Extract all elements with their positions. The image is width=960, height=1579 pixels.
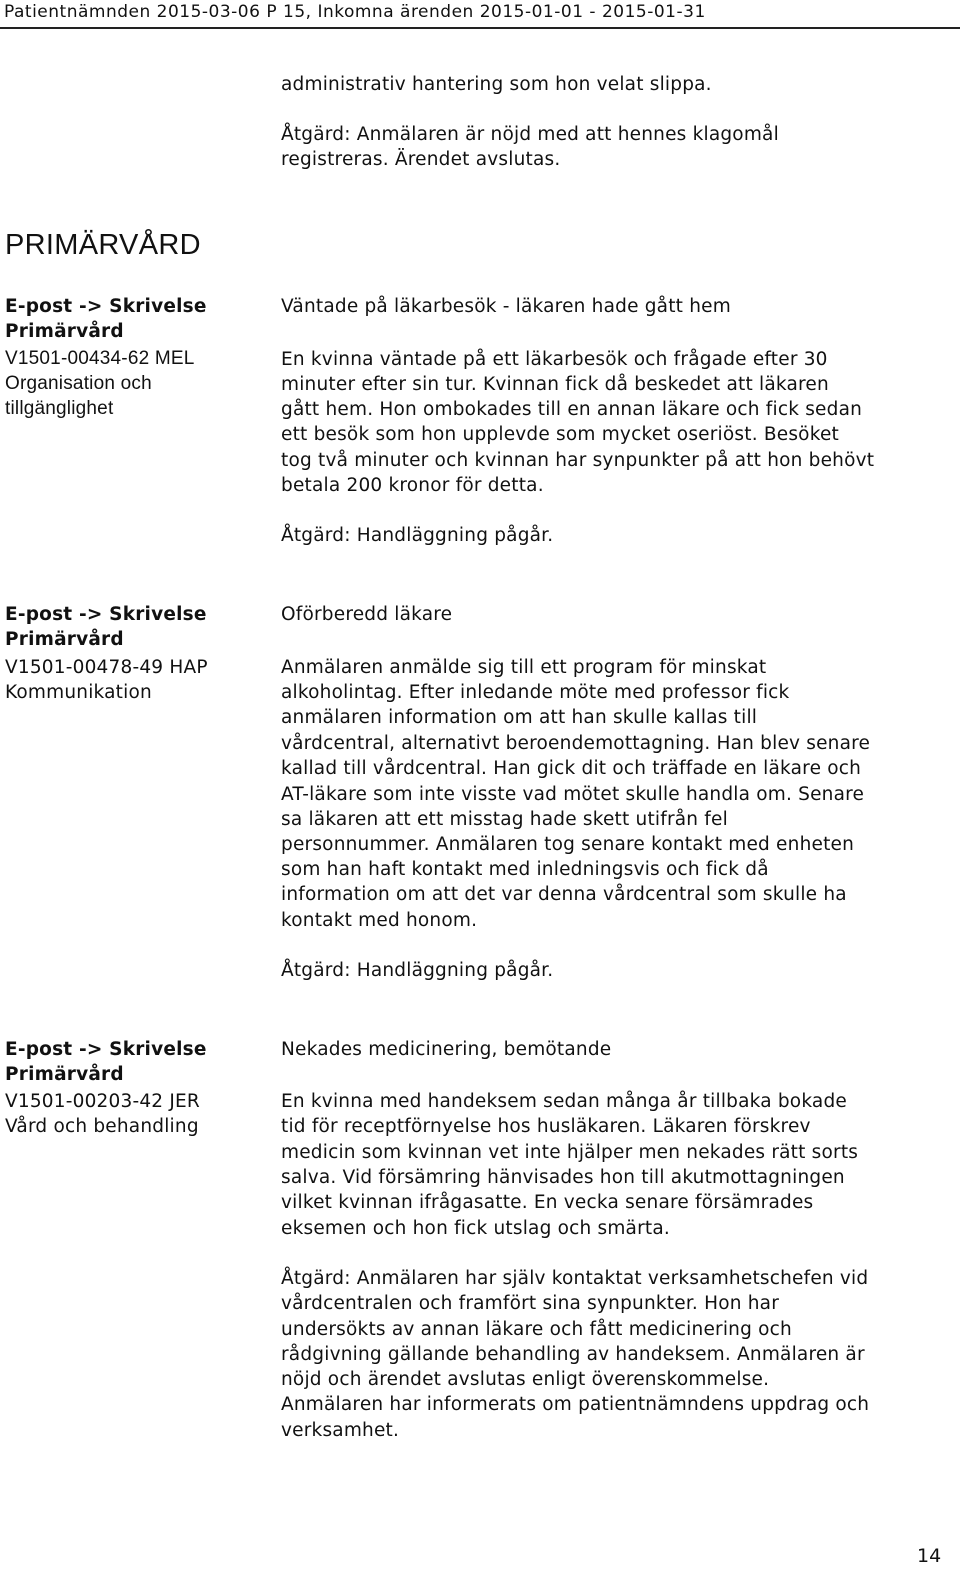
case-body-line: betala 200 kronor för detta. — [281, 475, 544, 496]
case-body-line: minuter efter sin tur. Kvinnan fick då beskedet att läkaren — [281, 374, 829, 395]
intro-line: registreras. Ärendet avslutas. — [281, 149, 561, 170]
case-area: Primärvård — [5, 1064, 124, 1085]
case-heading: Väntade på läkarbesök - läkaren hade gått hem — [281, 296, 731, 317]
section-title: PRIMÄRVÅRD — [5, 229, 201, 261]
case-body-line: kontakt med honom. — [281, 910, 478, 931]
case-action-line: rådgivning gällande behandling av handeksem. Anmälaren är — [281, 1344, 865, 1365]
case-heading: Oförberedd läkare — [281, 604, 453, 625]
case-heading: Nekades medicinering, bemötande — [281, 1039, 612, 1060]
case-body-line: ett besök som hon upplevde som mycket oseriöst. Besöket — [281, 424, 839, 445]
case-id: V1501-00203-42 JER — [5, 1091, 200, 1112]
case-action-line: undersökts av annan läkare och fått medicinering och — [281, 1319, 792, 1340]
case-action-line: Åtgärd: Anmälaren har själv kontaktat verksamhetschefen vid — [281, 1268, 869, 1289]
case-body-line: En kvinna med handeksem sedan många år tillbaka bokade — [281, 1091, 847, 1112]
case-channel: E-post -> Skrivelse — [5, 1039, 207, 1060]
case-body-line: tog två minuter och kvinnan har synpunkter på att hon behövt — [281, 450, 875, 471]
case-body-line: eksemen och hon fick utslag och smärta. — [281, 1218, 670, 1239]
case-area: Primärvård — [5, 629, 124, 650]
case-body-line: kallad till vårdcentral. Han gick dit och träffade en läkare och — [281, 758, 862, 779]
case-id: V1501-00434-62 MEL — [5, 348, 195, 369]
case-body-line: Anmälaren anmälde sig till ett program för minskat — [281, 657, 767, 678]
case-action-line: verksamhet. — [281, 1420, 400, 1441]
case-channel: E-post -> Skrivelse — [5, 296, 207, 317]
case-action-line: Åtgärd: Handläggning pågår. — [281, 960, 554, 981]
case-action-line: nöjd och ärendet avslutas enligt överenskommelse. — [281, 1369, 770, 1390]
header-title: Patientnämnden 2015-03-06 P 15, Inkomna ärenden 2015-01-01 - 2015-01-31 — [4, 2, 706, 22]
case-body-line: En kvinna väntade på ett läkarbesök och frågade efter 30 — [281, 349, 828, 370]
case-action-line: vårdcentralen och framfört sina synpunkter. Hon har — [281, 1293, 780, 1314]
case-body-line: alkoholintag. Efter inledande möte med professor fick — [281, 682, 790, 703]
header-divider — [0, 27, 960, 29]
case-category: tillgänglighet — [5, 398, 114, 419]
intro-line: Åtgärd: Anmälaren är nöjd med att hennes klagomål — [281, 124, 779, 145]
case-body-line: vilket kvinnan ifrågasatte. En vecka senare försämrades — [281, 1192, 814, 1213]
case-id: V1501-00478-49 HAP — [5, 657, 208, 678]
case-channel: E-post -> Skrivelse — [5, 604, 207, 625]
intro-line: administrativ hantering som hon velat slippa. — [281, 74, 712, 95]
case-body-line: medicin som kvinnan vet inte hjälper men nekades rätt sorts — [281, 1142, 859, 1163]
case-body-line: gått hem. Hon ombokades till en annan läkare och fick sedan — [281, 399, 863, 420]
page-number: 14 — [917, 1545, 942, 1567]
case-category: Vård och behandling — [5, 1116, 199, 1137]
case-body-line: vårdcentral, alternativt beroendemottagning. Han blev senare — [281, 733, 871, 754]
case-body-line: anmälaren information om att han skulle kallas till — [281, 707, 758, 728]
case-action-line: Åtgärd: Handläggning pågår. — [281, 525, 554, 546]
case-category: Organisation och — [5, 373, 152, 394]
case-body-line: AT-läkare som inte visste vad mötet skulle handla om. Senare — [281, 784, 865, 805]
case-body-line: salva. Vid försämring hänvisades hon till akutmottagningen — [281, 1167, 845, 1188]
case-body-line: som han haft kontakt med inledningsvis och fick då — [281, 859, 769, 880]
case-body-line: tid för receptförnyelse hos husläkaren. Läkaren förskrev — [281, 1116, 811, 1137]
case-body-line: personnummer. Anmälaren tog senare kontakt med enheten — [281, 834, 855, 855]
case-category: Kommunikation — [5, 682, 152, 703]
page-header — [0, 0, 960, 28]
case-action-line: Anmälaren har informerats om patientnämndens uppdrag och — [281, 1394, 870, 1415]
case-body-line: sa läkaren att ett misstag hade skett utifrån fel — [281, 809, 728, 830]
case-body-line: information om att det var denna vårdcentral som skulle ha — [281, 884, 847, 905]
case-area: Primärvård — [5, 321, 124, 342]
